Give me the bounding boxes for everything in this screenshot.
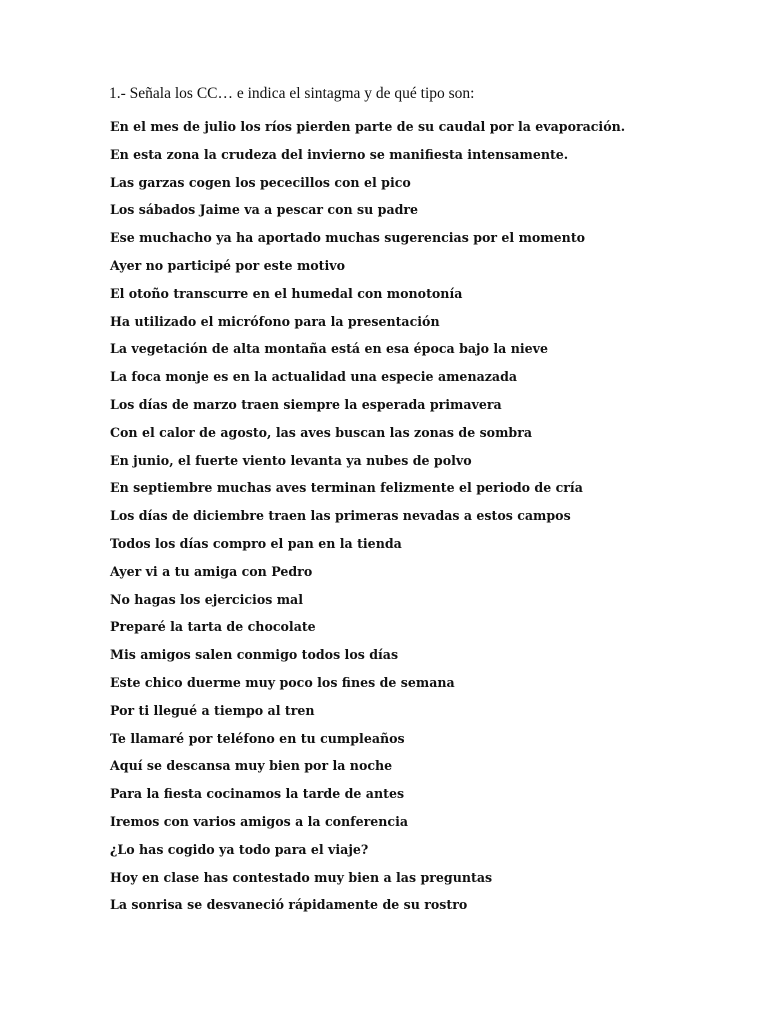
sentence-item: En esta zona la crudeza del invierno se manifiesta intensamente. (110, 146, 569, 162)
sentence-item: Ayer vi a tu amiga con Pedro (110, 563, 313, 579)
sentence-list (110, 113, 625, 919)
sentence-item: Ha utilizado el micrófono para la presentación (110, 313, 440, 329)
sentence-item: Iremos con varios amigos a la conferencia (110, 813, 409, 829)
sentence-item: Mis amigos salen conmigo todos los días (110, 647, 399, 663)
sentence-item: Todos los días compro el pan en la tienda (110, 535, 402, 551)
sentence-item: Con el calor de agosto, las aves buscan las zonas de sombra (110, 424, 533, 440)
sentence-item: Las garzas cogen los pececillos con el pico (110, 174, 411, 190)
sentence-item: En el mes de julio los ríos pierden parte de su caudal por la evaporación. (110, 119, 626, 134)
sentence-item: En junio, el fuerte viento levanta ya nubes de polvo (110, 452, 472, 468)
sentence-item: ¿Lo has cogido ya todo para el viaje? (110, 841, 369, 857)
sentence-item: En septiembre muchas aves terminan felizmente el periodo de cría (110, 480, 583, 496)
sentence-item: Hoy en clase has contestado muy bien a las preguntas (110, 869, 493, 885)
exercise-instruction: 1.- Señala los CC… e indica el sintagma y de qué tipo son: (109, 85, 475, 102)
sentence-item: La vegetación de alta montaña está en esa época bajo la nieve (110, 341, 549, 357)
sentence-item: Aquí se descansa muy bien por la noche (110, 758, 393, 774)
sentence-item: La foca monje es en la actualidad una especie amenazada (110, 369, 518, 385)
sentence-item: Te llamaré por teléfono en tu cumpleaños (110, 730, 405, 746)
sentence-item: Para la fiesta cocinamos la tarde de antes (110, 786, 405, 802)
sentence-item: Los días de diciembre traen las primeras nevadas a estos campos (110, 508, 571, 524)
sentence-item: Ese muchacho ya ha aportado muchas sugerencias por el momento (110, 230, 586, 246)
sentence-item: El otoño transcurre en el humedal con monotonía (110, 285, 463, 301)
sentence-item: Ayer no participé por este motivo (110, 257, 345, 273)
sentence-item: Preparé la tarta de chocolate (110, 619, 316, 635)
sentence-item: Los sábados Jaime va a pescar con su padre (110, 202, 419, 218)
sentence-item: Por ti llegué a tiempo al tren (110, 702, 315, 718)
sentence-item: Este chico duerme muy poco los fines de semana (110, 674, 455, 690)
sentence-item: Los días de marzo traen siempre la esperada primavera (110, 396, 502, 412)
sentence-item: La sonrisa se desvaneció rápidamente de su rostro (110, 897, 468, 913)
sentence-item: No hagas los ejercicios mal (110, 591, 303, 607)
